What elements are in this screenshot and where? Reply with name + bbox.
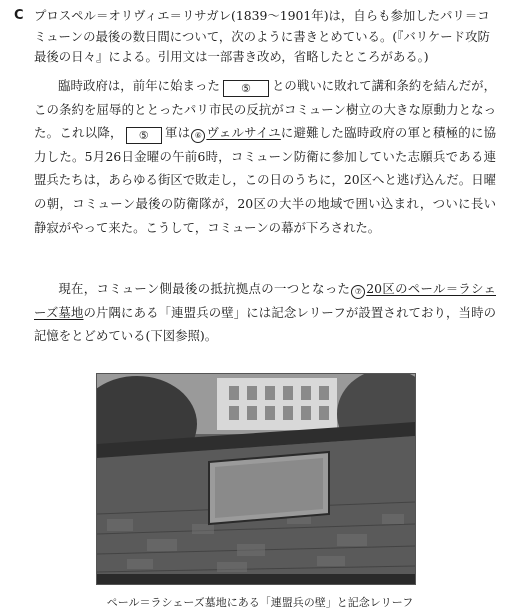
- quoted-paragraph-1: [34, 74, 496, 239]
- intro-text: プロスペル＝オリヴィエ＝リサガレ(1839～1901年)は，自らも参加したパリ＝コミューンの最後の数日間について，次のように書きとめている。(『バリケード攻防最後の日々』による。引用文は一部書き改め，省略したところがある。): [34, 8, 490, 64]
- blank-box-5a[interactable]: ⑤: [223, 80, 269, 97]
- para1-seg4: に避難した臨時政府の軍と積極的に協力した。5月26日金曜の午前6時，コミューン防衛に参加していた志願兵である連盟兵たちは，あらゆる街区で敗走し，この日のうちに，20区へと逃げ込んだ。日曜の朝，コミューン最後の防衛隊が，20区の大半の地域で囲い込まれ，ついに長い静寂がやって来た。こうして，コミューンの幕が下ろされた。: [34, 125, 497, 235]
- para1-seg2: との戦いに敗れて講和条約を結んだが，この条約を屈辱的ととったパリ市民の反抗がコミューン樹立の大きな原動力となった。これ以降，: [34, 78, 497, 141]
- para2-seg2: の片隅にある「連盟兵の壁」には記念レリーフが設置されており，当時の記憶をとどめている(下図参照)。: [34, 304, 496, 344]
- intro-block: [14, 6, 494, 68]
- memorial-wall-photo: [96, 373, 416, 585]
- para2-seg1: 現在，コミューン側最後の抵抗拠点の一つとなった: [58, 281, 351, 296]
- section-label: C: [14, 8, 24, 23]
- marker-7: ⑦: [351, 285, 365, 299]
- photo-illustration: [97, 374, 415, 584]
- underlined-versailles: ヴェルサイユ: [206, 125, 281, 141]
- underlined-pere-lachaise: 20区のペール＝ラシェーズ墓地: [34, 281, 496, 320]
- blank-box-5b[interactable]: ⑤: [126, 127, 162, 144]
- para1-seg3: 軍は: [164, 125, 191, 141]
- paragraph-2: [34, 277, 496, 348]
- para1-seg1: 臨時政府は，前年に始まった: [58, 78, 220, 93]
- photo-caption: ペール＝ラシェーズ墓地にある「連盟兵の壁」と記念レリーフ: [106, 596, 414, 609]
- marker-6: ⑥: [191, 129, 205, 143]
